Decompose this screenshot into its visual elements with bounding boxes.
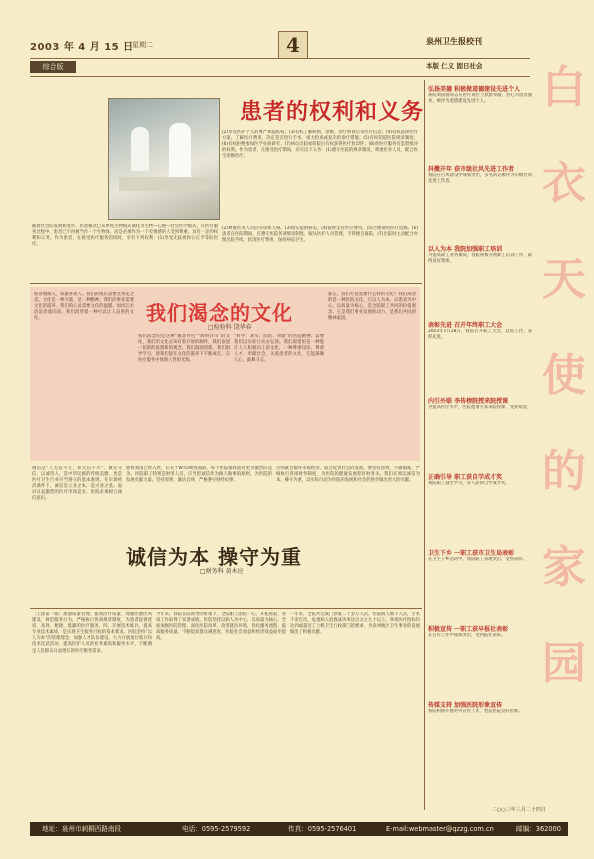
article1-col3: (2)尊重医务人员的劳动和人格。(3)如实提供病史。(4)按时支付医疗费用。(5)合理使用医疗资源。(6)患者在住院期间，应遵守医院各项规章制度，服从医护人员管理，不得擅自离院。(7)出院时主动配合办理出院手续，结清医疗费用，保持病房卫生。: [222, 226, 418, 244]
article-byline: □检验科 饶华春: [208, 324, 252, 331]
brief-headline: 以人为本 我院加强职工培训: [428, 246, 503, 253]
brief-headline: 内引外联 李传榜院授来院授课: [428, 398, 509, 405]
footer-postcode: 邮编：362000: [516, 825, 561, 833]
article-title-integrity: 诚信为本 操守为重: [126, 545, 302, 569]
brief-headline: 正确引导 职工获自学成才奖: [428, 474, 503, 481]
brief-text: 2003年1月28日，我院召开职工大会，总结工作，表彰先进。: [428, 329, 532, 341]
article3-byline: □财务科 黄木应: [200, 568, 244, 575]
footer-fax: 传真：0595-2576401: [288, 825, 357, 833]
brief-item: [428, 700, 532, 735]
article-photo: [108, 98, 220, 220]
brief-item: [428, 624, 532, 659]
brief-text: 在宣传工作中成绩突出，受到报社表彰。: [428, 633, 506, 638]
brief-text: 我院刘晨群同志在医疗岗位上默默奉献，热心为患者服务，被评为道德建设先进个人。: [428, 93, 532, 105]
brief-item: [428, 244, 532, 279]
article4-col3: 一年来，全院共完成门诊量二十多万人次，住院病人数千人次，手术千余台次，危重病人抢救成功率达百分之九十以上。各项医疗指标均达到或超过了上级卫生行政部门的要求，为泉州地区卫生事业的发展做出了积极贡献。: [290, 612, 420, 636]
article4-col1: 〔上接第一版〕加强质量管理，提高医疗质量，加强医德医风建设，规范服务行为，严格执行各项规章制度，为患者提供优质、高效、便捷、低廉的医疗服务。四、开展技术练兵，提高专业技术素质，是实现卫生服务目标的基本要求。医院坚持“以人为本”的管理理念，加强人才队伍建设，大力开展岗位练兵和技术比武活动，提高医护人员的业务素质和服务水平，不断满足人民群众日益增长的医疗服务需求。: [32, 612, 152, 654]
section-divider: [30, 283, 422, 284]
article1-intro: 随着社会的发展和进步，医患模式已从单纯生物模式演化为生物—心理—社会医学模式，在医疗服务过程中，患者已不再被当作一个生物体，而是必须作为一个有情感的人受到尊重。具有一定的权利和义务。作为患者，在接受医疗服务的同时，享有下列权利：(1)享受无歧视和公正平等的医疗。: [32, 224, 218, 248]
brief-headline: 积极宣传 一职工获早报社表彰: [428, 626, 509, 633]
brief-item: [428, 472, 532, 507]
brief-headline: 弘扬美德 积极做道德建设先进个人: [428, 86, 521, 93]
brief-text: 为提高职工业务素质，我院积极开展职工培训工作，取得良好效果。: [428, 253, 532, 265]
brief-text: 在卫生下乡活动中，我院职工表现突出，受到表彰。: [428, 557, 527, 562]
paper-name: 泉州卫生报校刊: [426, 37, 482, 46]
brief-item: [428, 164, 532, 199]
article-title-culture: 我们渴念的文化: [146, 301, 293, 325]
brief-text: 为提高医疗水平，医院邀请专家来院授课，受到欢迎。: [428, 405, 532, 410]
brief-headline: 表彰先进 召开年终职工大会: [428, 322, 503, 329]
issue-weekday: 星期二: [132, 41, 153, 49]
article1-col2: (2)享受医护个人的尊严和隐私权；(3)有权了解病情、诊断、治疗和预后等医疗信息；(4)有权选择医疗方案，了解医疗费用，决定是否进行手术，重大检查或复杂的诊疗措施；(5)有权知道医院规章制度；(6)有权拒绝参加医学实验研究；(7)病员出院或转院后有权获得医疗复印件；(8)对医疗服务有监督批评的权利。作为患者，在接受治疗期间，应尽以下义务：(1)遵守医院的规章制度，尊重医务人员，配合医生诊断治疗。: [222, 130, 418, 160]
article2-col3: “科学、求实、团结、奉献”的医院精神，需要我们以实际行动去弘扬。我们渴望的是一种能让人人积极向上的文化，一种尊重知识、尊重人才、奉献社会、关爱患者的文化，它能凝聚人心，鼓舞斗志。: [234, 334, 324, 364]
column-divider: [424, 80, 425, 810]
article2-col1: 惊喜地闻入，我最喜欢人。我们的成长需要这黄花之美。文化是一种力量，是一种精神。我们的事业需要文化的滋养，我们的心灵需要文化的温暖。如同江水滔滔奔流向前，我们渴望着一种可以让人奋进的文化。: [34, 292, 134, 322]
photo-figure-nurse: [131, 127, 149, 171]
issue-date: 2003 年 4 月 15 日: [30, 42, 134, 53]
article3-col2: 加快我国已经入世，在关于WTO规则面前，每个医院都将面对更为激烈的竞争。医院职工特别是财务人员，应当把诚信作为做人做事的准则，为医院的发展贡献力量。坚持原则，廉洁自律，严格遵守财经纪律。: [126, 466, 272, 484]
brief-text: 我院在行风建设中成绩突出，多名同志被评为市级社风先进工作者。: [428, 173, 532, 185]
brief-text: 我院职工刻苦学习，多人获得自学成才奖。: [428, 481, 510, 486]
header-rule-bottom: [30, 76, 530, 77]
header-rule: [30, 58, 530, 59]
footer-address: 地址：泉州市刺桐西路南段: [42, 825, 122, 833]
article2-col2: 我们渴念的是这种“兼容并包”“海纳百川”的文化，我们的文化应该有着开放的胸怀，我们欢迎一切新的思想新的观念，我们鼓励创新，我们倡导学习，使我们能在文化的滋养下不断成长，在医疗服务中体现人性的光辉。: [138, 334, 230, 364]
article2-col4: 那么，我们究竟需要什么样的文化？我们渴望的是一种医院文化，它以人为本，以患者为中心，以质量为核心，是全院职工共同的价值观念。它是我们事业发展的动力，是我们共同的精神家园。: [328, 292, 416, 322]
news-briefs-column: [428, 84, 532, 804]
section-label: 综合版: [30, 61, 76, 73]
article3-col3: 否则就会破坏市场经济，就会危害社会的发展。要坚持原则，不做假账，严格执行各项财务制度，为医院的健康发展把好财务关。我们必须以诚信为本，操守为重，以实际行动为医院的发展和社会的进步做出更大的贡献。: [276, 466, 420, 484]
footer-bar: [30, 822, 568, 836]
brief-item: [428, 548, 532, 583]
brief-text: 我院积极开展对外宣传工作，塑造医院良好形象。: [428, 709, 523, 714]
photo-bed: [119, 177, 209, 191]
article4-col2: 今年来，我院在院领导的带领下，全院职工团结一心，开拓进取，各项工作取得了显著成绩。医院坚持以病人为中心，以质量为核心，全面加强医院管理，深化医院改革，改善就医环境，优化服务流程，提高服务质量，不断提高群众满意度，医院社会效益和经济效益稳步提高。: [156, 612, 286, 642]
vertical-masthead-title: 白衣天使的家园: [542, 62, 586, 689]
footer-phone: 电话：0595-2579592: [182, 825, 251, 833]
article3-col1: 诚信是“人无信不立，业无信不兴”，诚实守信，以诚待人，是中华民族的传统美德，也是医疗卫生行业应当恪守的基本准则。在市场经济条件下，诚信是立业之本，是兴业之基。面对日益激烈的医疗市场竞争，医院必须树立诚信意识。: [32, 466, 122, 502]
page-number: 4: [278, 31, 308, 59]
issue-date-footer: 二○○三年三月二十四日: [492, 807, 546, 813]
section-divider-2: [30, 608, 422, 609]
footer-email: E-mail:webmaster@qzzg.com.cn: [386, 825, 494, 833]
brief-headline: 卫生下乡 一职工获市卫生局表彰: [428, 550, 515, 557]
brief-item: [428, 84, 532, 119]
brief-item: [428, 320, 532, 355]
photo-figure-doctor: [169, 123, 191, 185]
article-title-patient-rights: 患者的权利和义务: [240, 99, 425, 125]
brief-headline: 抖擞开年 获市级社风先进工作者: [428, 166, 515, 173]
brief-headline: 传媒支持 加强医院形象宣传: [428, 702, 503, 709]
section-editors: 本版 仁义 固日社会: [426, 62, 483, 70]
brief-item: [428, 396, 532, 431]
